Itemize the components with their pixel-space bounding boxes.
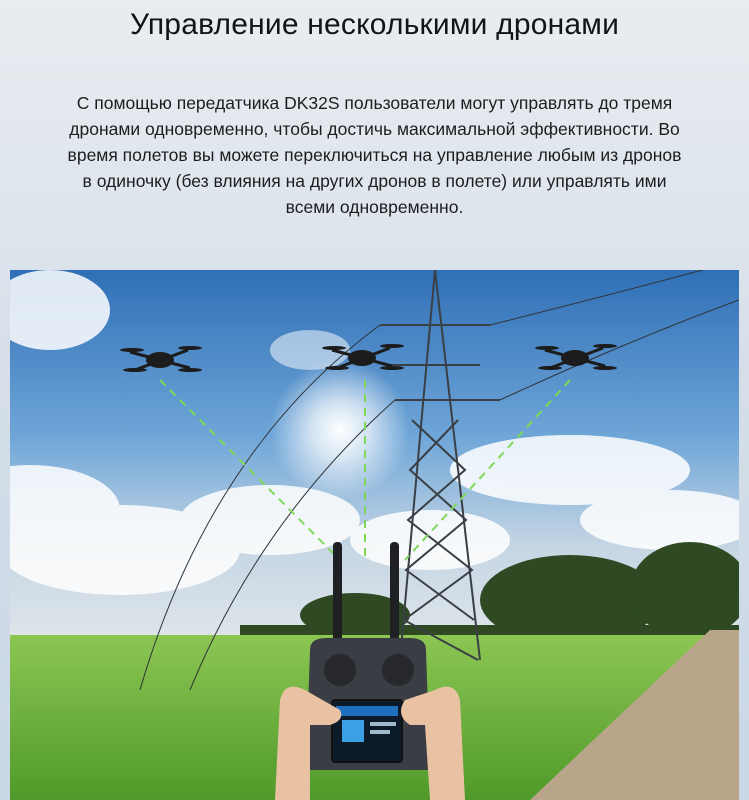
page-title: Управление несколькими дронами	[129, 8, 620, 41]
sun	[270, 360, 410, 500]
antenna-right	[390, 542, 399, 647]
antenna-left	[333, 542, 342, 647]
product-description: С помощью передатчика DK32S пользователи могут управлять до тремя дронами одновременно, чтобы достичь максимальной эффективности. Во время полетов вы можете переключиться на управление любым из дронов в одиночку (без влияния на других дронов в полете) или управлять ими всеми одновременно.	[67, 93, 682, 217]
hero-photo	[10, 270, 739, 800]
